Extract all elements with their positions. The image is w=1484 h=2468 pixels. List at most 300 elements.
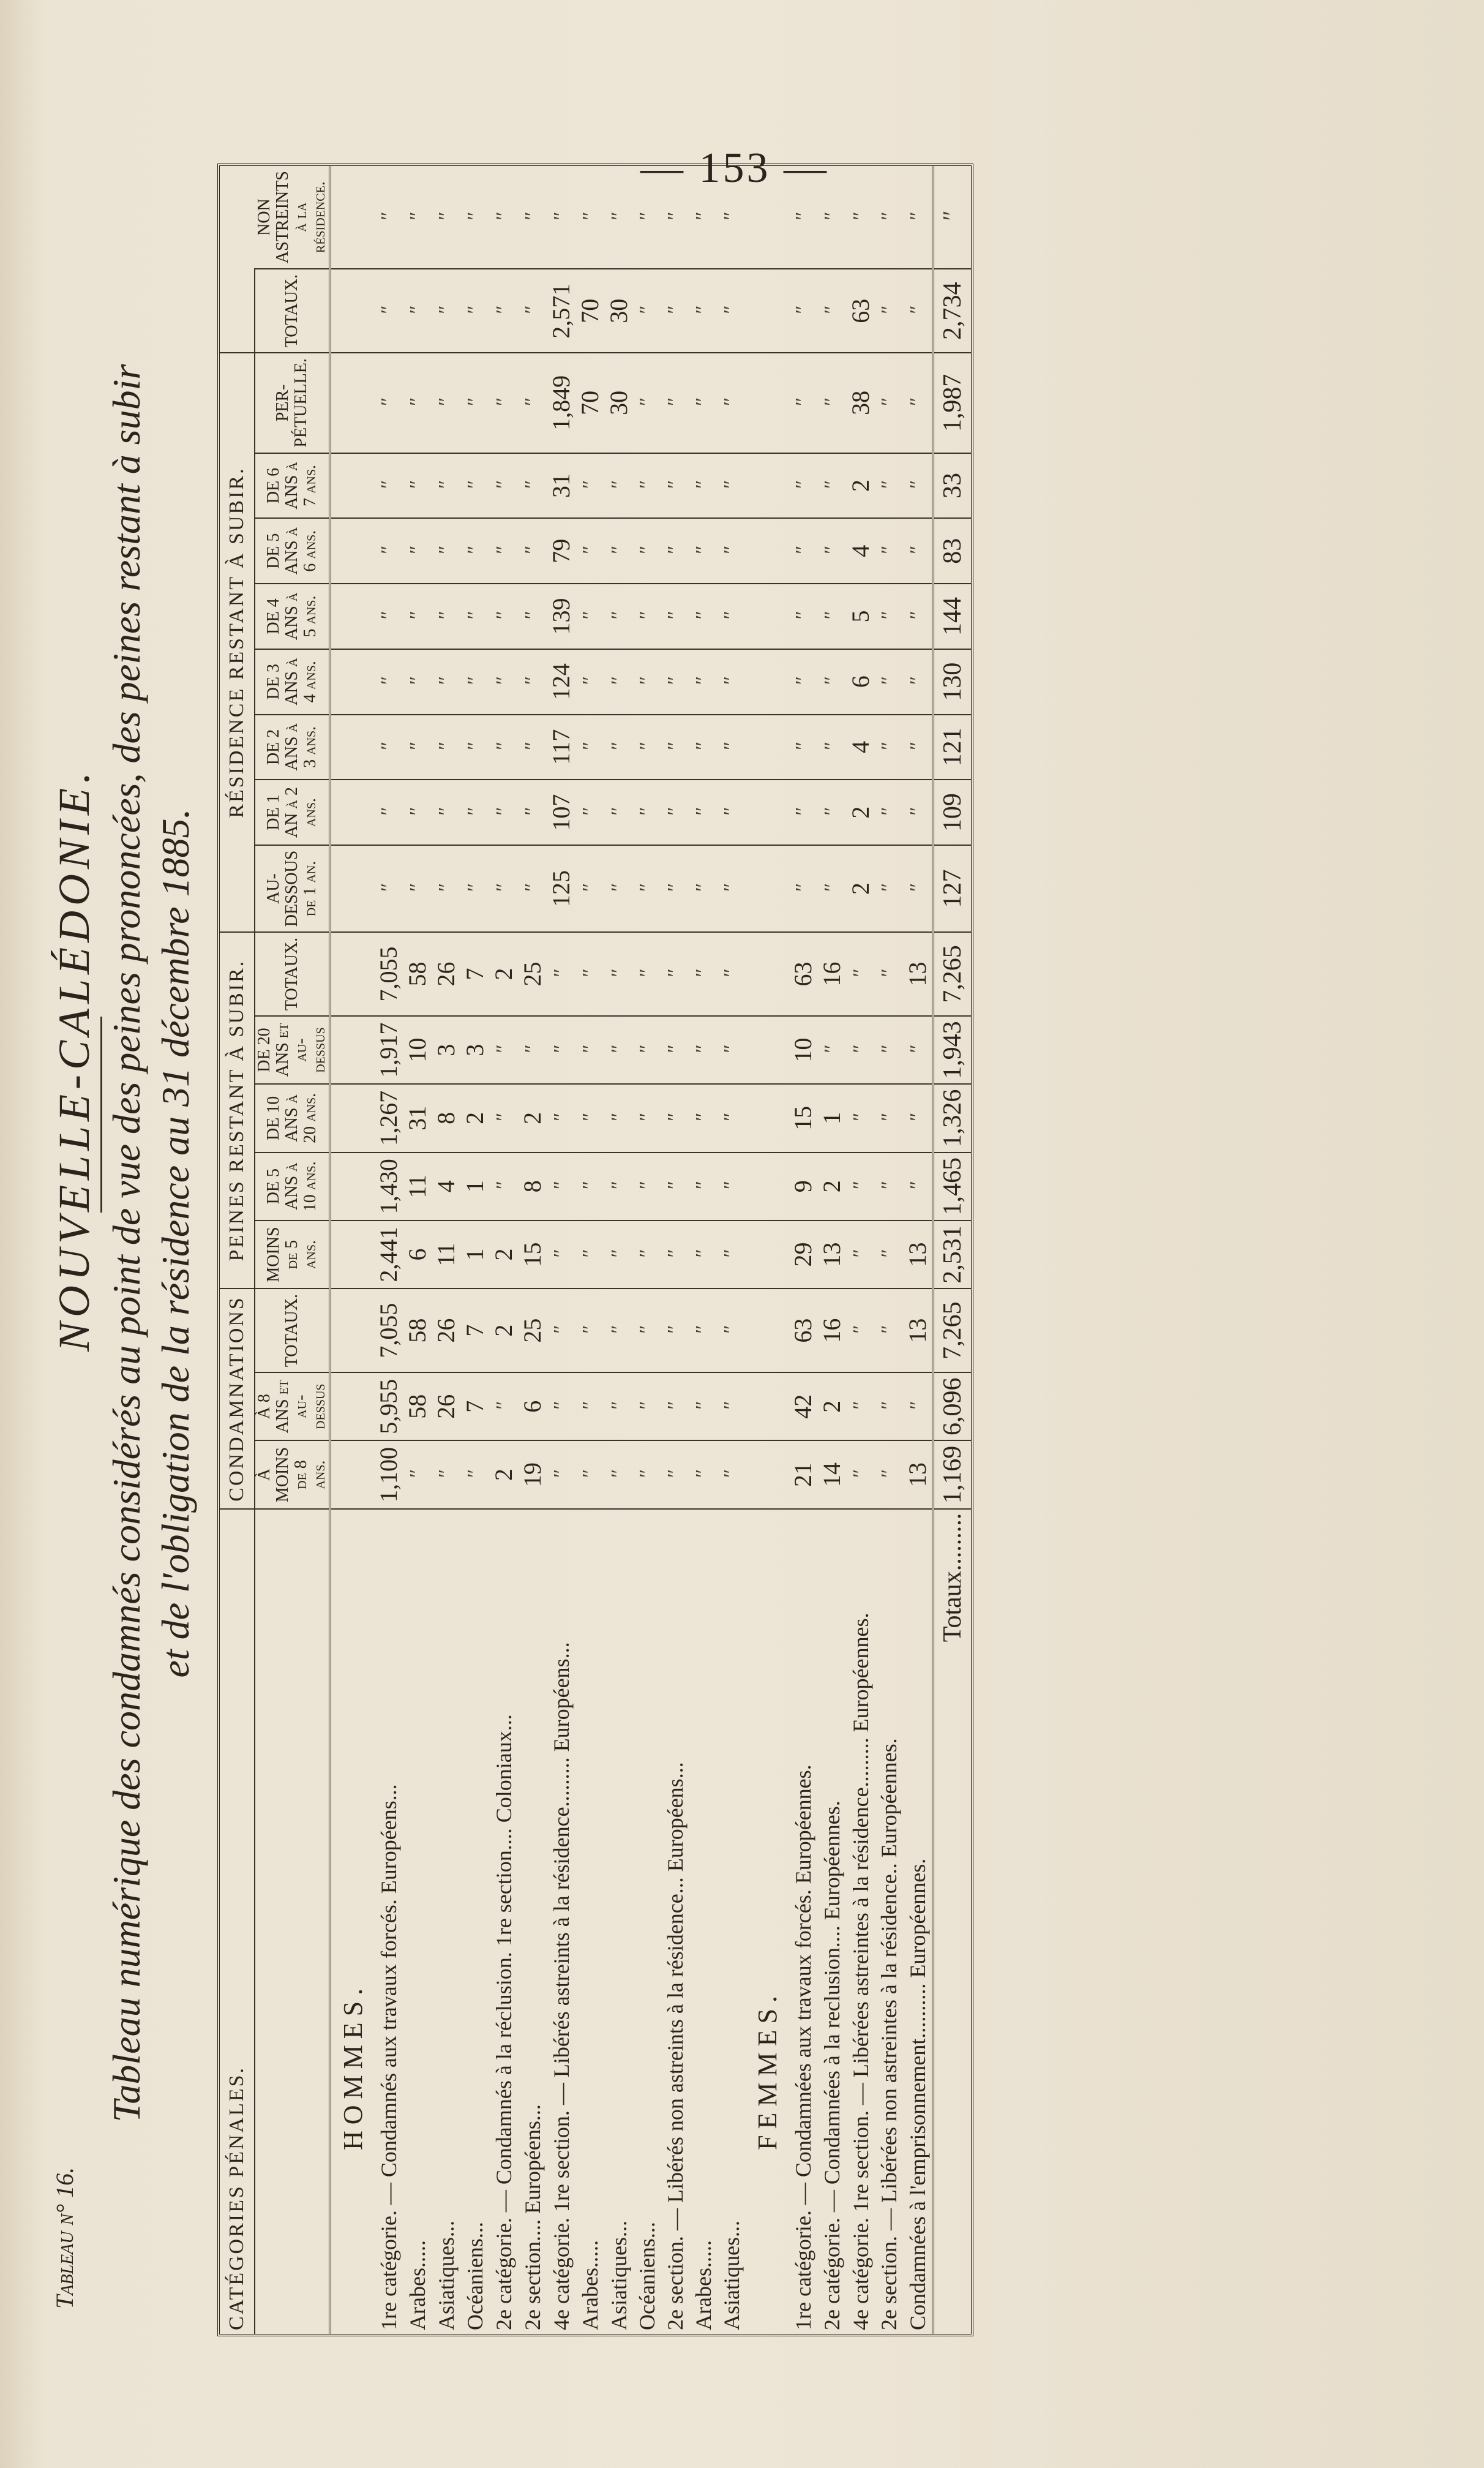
table-title-line-1: Tableau numérique des condamnés considérés au point de vue des peines prononcées, des peines restant à subir: [105, 364, 148, 2123]
value-cell: ″: [547, 1289, 575, 1372]
value-cell: ″: [633, 518, 661, 584]
value-cell: ″: [403, 269, 432, 353]
value-cell: ″: [718, 269, 746, 353]
value-cell: ″: [549, 213, 572, 222]
value-cell: ″: [604, 1016, 633, 1084]
value-cell: ″: [403, 649, 432, 715]
value-cell: ″: [575, 518, 604, 584]
value-cell: ″: [604, 453, 633, 519]
value-cell: ″: [718, 649, 746, 715]
value-cell: ″: [817, 649, 846, 715]
value-cell: 6: [518, 1372, 547, 1440]
empty-cell: [330, 1372, 374, 1440]
value-cell: ″: [607, 213, 630, 222]
total-cell: 1,987: [933, 353, 971, 453]
table-row: [432, 166, 460, 2334]
value-cell: ″: [604, 1372, 633, 1440]
value-cell: ″: [718, 518, 746, 584]
section-label: 1re section. — Libérées astreintes à la résidence.........: [848, 1732, 873, 2213]
origin-label: Arabes.....: [691, 2240, 716, 2330]
category-label: 2e catégorie. — Condamnés à la réclusion.: [491, 1946, 516, 2330]
statistics-table: [217, 164, 973, 2336]
value-cell: 58: [403, 932, 432, 1016]
value-cell: ″: [846, 1440, 875, 1508]
value-cell: ″: [489, 353, 518, 453]
empty-cell: [746, 1084, 789, 1152]
column-header: DE 20 ANS et au-dessus: [255, 1016, 330, 1084]
value-cell: 58: [403, 1289, 432, 1372]
column-header: DE 6 ANS à 7 ans.: [255, 453, 330, 519]
value-cell: ″: [403, 353, 432, 453]
value-cell: 1: [460, 1221, 489, 1289]
column-header: NON ASTREINTS à la résidence.: [255, 166, 330, 269]
value-cell: ″: [846, 1016, 875, 1084]
column-header: MOINS de 5 ans.: [255, 1221, 330, 1289]
empty-cell: [746, 780, 789, 845]
value-cell: ″: [689, 518, 718, 584]
value-cell: ″: [875, 715, 903, 780]
value-cell: ″: [633, 269, 661, 353]
value-cell: ″: [633, 353, 661, 453]
value-cell: ″: [875, 1016, 903, 1084]
value-cell: ″: [720, 213, 743, 222]
value-cell: ″: [817, 453, 846, 519]
total-cell: 7,265: [933, 932, 971, 1016]
value-cell: 1: [460, 1153, 489, 1221]
value-cell: ″: [520, 213, 544, 222]
value-cell: 3: [432, 1016, 460, 1084]
column-header: DE 2 ANS à 3 ans.: [255, 715, 330, 780]
value-cell: ″: [903, 845, 933, 932]
value-cell: ″: [633, 1372, 661, 1440]
value-cell: 7: [460, 1289, 489, 1372]
value-cell: ″: [633, 1084, 661, 1152]
value-cell: ″: [518, 780, 547, 845]
value-cell: 2: [489, 932, 518, 1016]
value-cell: 10: [789, 1016, 817, 1084]
table-title-line-2: et de l'obligation de la résidence au 31 décembre 1885.: [154, 808, 197, 1678]
column-header-category: [255, 1509, 330, 2334]
value-cell: ″: [403, 715, 432, 780]
empty-cell: [746, 453, 789, 519]
value-cell: 15: [789, 1084, 817, 1152]
table-row: [374, 166, 403, 2334]
total-cell: 130: [933, 649, 971, 715]
value-cell: 14: [817, 1440, 846, 1508]
value-cell: 125: [547, 845, 575, 932]
column-header: DE 1 AN à 2 ans.: [255, 780, 330, 845]
value-cell: 63: [846, 269, 875, 353]
value-cell: 1,849: [547, 353, 575, 453]
total-cell: 1,169: [933, 1440, 971, 1508]
value-cell: ″: [718, 1153, 746, 1221]
value-cell: 16: [817, 1289, 846, 1372]
value-cell: 2: [817, 1153, 846, 1221]
value-cell: ″: [374, 353, 403, 453]
value-cell: ″: [903, 1016, 933, 1084]
value-cell: ″: [604, 518, 633, 584]
value-cell: ″: [604, 584, 633, 649]
value-cell: ″: [689, 1289, 718, 1372]
value-cell: ″: [489, 780, 518, 845]
empty-cell: [746, 269, 789, 353]
column-header: À MOINS de 8 ans.: [255, 1440, 330, 1508]
value-cell: ″: [846, 1153, 875, 1221]
total-cell: 144: [933, 584, 971, 649]
value-cell: ″: [820, 213, 843, 222]
value-cell: ″: [903, 584, 933, 649]
value-cell: ″: [547, 1153, 575, 1221]
total-cell: 1,326: [933, 1084, 971, 1152]
row-label: [633, 1509, 661, 2334]
value-cell: 2: [846, 780, 875, 845]
value-cell: ″: [489, 1084, 518, 1152]
row-label: [604, 1509, 633, 2334]
value-cell: 1,917: [374, 1016, 403, 1084]
value-cell: 7: [460, 932, 489, 1016]
table-number: Tableau n° 16.: [51, 2167, 78, 2309]
value-cell: ″: [518, 1016, 547, 1084]
value-cell: ″: [403, 453, 432, 519]
value-cell: ″: [789, 845, 817, 932]
origin-label: Européennes.: [819, 1800, 844, 1921]
row-label: [432, 1509, 460, 2334]
category-label: 4e catégorie.: [549, 2212, 574, 2330]
value-cell: 30: [604, 269, 633, 353]
category-label: Condamnées à l'emprisonnement..........: [905, 1977, 930, 2330]
value-cell: ″: [460, 584, 489, 649]
section-label: 2e section....: [520, 2214, 545, 2330]
value-cell: ″: [875, 353, 903, 453]
women-section-title: FEMMES.: [746, 1509, 789, 2334]
value-cell: ″: [460, 649, 489, 715]
value-cell: ″: [432, 845, 460, 932]
value-cell: ″: [374, 453, 403, 519]
value-cell: ″: [633, 1440, 661, 1508]
value-cell: ″: [575, 845, 604, 932]
value-cell: ″: [718, 453, 746, 519]
total-cell: 6,096: [933, 1372, 971, 1440]
value-cell: 4: [846, 518, 875, 584]
title-rule: [100, 1017, 102, 1213]
value-cell: 15: [518, 1221, 547, 1289]
column-header: DE 5 ANS à 6 ans.: [255, 518, 330, 584]
empty-cell: [746, 1372, 789, 1440]
value-cell: ″: [374, 780, 403, 845]
value-cell: ″: [661, 1084, 689, 1152]
empty-cell: [330, 166, 374, 269]
value-cell: ″: [575, 584, 604, 649]
value-cell: ″: [661, 353, 689, 453]
empty-cell: [330, 1016, 374, 1084]
value-cell: ″: [661, 1153, 689, 1221]
value-cell: ″: [903, 1372, 933, 1440]
column-header: À 8 ANS et au-dessus: [255, 1372, 330, 1440]
value-cell: ″: [903, 453, 933, 519]
value-cell: ″: [846, 1289, 875, 1372]
empty-cell: [330, 649, 374, 715]
value-cell: ″: [575, 715, 604, 780]
value-cell: ″: [877, 213, 900, 222]
value-cell: ″: [432, 269, 460, 353]
value-cell: 6: [403, 1221, 432, 1289]
value-cell: 10: [403, 1016, 432, 1084]
value-cell: ″: [661, 1016, 689, 1084]
value-cell: ″: [817, 353, 846, 453]
value-cell: ″: [718, 1016, 746, 1084]
value-cell: 70: [575, 353, 604, 453]
value-cell: ″: [718, 715, 746, 780]
empty-cell: [746, 1440, 789, 1508]
value-cell: ″: [575, 1372, 604, 1440]
value-cell: ″: [875, 1289, 903, 1372]
value-cell: ″: [489, 269, 518, 353]
value-cell: 25: [518, 932, 547, 1016]
value-cell: ″: [575, 453, 604, 519]
section-label: 2e section. — Libérés non astreints à la résidence...: [663, 1872, 688, 2330]
value-cell: ″: [817, 1016, 846, 1084]
value-cell: ″: [817, 845, 846, 932]
category-label: 1re catégorie. — Condamnées aux travaux forcés.: [790, 1884, 815, 2330]
value-cell: ″: [374, 715, 403, 780]
group-header-categories: CATÉGORIES PÉNALES.: [220, 1509, 255, 2334]
value-cell: 13: [903, 1440, 933, 1508]
total-cell: 83: [933, 518, 971, 584]
column-header: DE 5 ANS à 10 ans.: [255, 1153, 330, 1221]
value-cell: 5,955: [374, 1372, 403, 1440]
value-cell: ″: [489, 1372, 518, 1440]
value-cell: ″: [460, 269, 489, 353]
row-label: [718, 1509, 746, 2334]
value-cell: ″: [547, 1016, 575, 1084]
table-row: [846, 166, 875, 2334]
women-section-title-row: [746, 166, 789, 2334]
value-cell: 2,571: [547, 269, 575, 353]
value-cell: ″: [518, 649, 547, 715]
value-cell: ″: [489, 649, 518, 715]
value-cell: 11: [403, 1153, 432, 1221]
value-cell: ″: [489, 518, 518, 584]
column-header: TOTAUX.: [255, 1289, 330, 1372]
origin-label: Océaniens...: [635, 2222, 659, 2330]
total-cell: ″: [933, 166, 971, 269]
value-cell: ″: [575, 649, 604, 715]
value-cell: 1,430: [374, 1153, 403, 1221]
value-cell: ″: [547, 1084, 575, 1152]
value-cell: ″: [718, 1084, 746, 1152]
table-row: [789, 166, 817, 2334]
empty-cell: [746, 1289, 789, 1372]
value-cell: 42: [789, 1372, 817, 1440]
value-cell: 107: [547, 780, 575, 845]
empty-cell: [330, 353, 374, 453]
value-cell: ″: [661, 1372, 689, 1440]
row-label: [460, 1509, 489, 2334]
value-cell: ″: [718, 932, 746, 1016]
value-cell: 30: [604, 353, 633, 453]
value-cell: ″: [374, 845, 403, 932]
value-cell: ″: [578, 213, 601, 222]
value-cell: ″: [575, 1440, 604, 1508]
value-cell: ″: [789, 518, 817, 584]
empty-cell: [746, 1153, 789, 1221]
value-cell: ″: [547, 1372, 575, 1440]
table-row: [604, 166, 633, 2334]
value-cell: ″: [718, 1372, 746, 1440]
origin-label: Asiatiques...: [606, 2221, 631, 2330]
value-cell: ″: [633, 715, 661, 780]
empty-cell: [746, 715, 789, 780]
value-cell: 4: [846, 715, 875, 780]
row-label: [903, 1509, 933, 2334]
value-cell: ″: [903, 1153, 933, 1221]
value-cell: ″: [661, 649, 689, 715]
value-cell: ″: [633, 932, 661, 1016]
table-row: [460, 166, 489, 2334]
section-label: 1re section. — Libérés astreints à la résidence.........: [549, 1751, 574, 2213]
value-cell: ″: [817, 269, 846, 353]
value-cell: ″: [661, 1289, 689, 1372]
value-cell: 58: [403, 1372, 432, 1440]
total-cell: 2,734: [933, 269, 971, 353]
table-row: [661, 166, 689, 2334]
value-cell: ″: [575, 780, 604, 845]
value-cell: ″: [547, 1440, 575, 1508]
value-cell: ″: [518, 518, 547, 584]
origin-label: Européennes.: [790, 1764, 815, 1884]
empty-cell: [330, 1221, 374, 1289]
empty-cell: [746, 166, 789, 269]
value-cell: ″: [489, 453, 518, 519]
value-cell: ″: [604, 780, 633, 845]
value-cell: 16: [817, 932, 846, 1016]
empty-cell: [330, 845, 374, 932]
origin-label: Européens...: [376, 1784, 401, 1894]
value-cell: ″: [689, 715, 718, 780]
value-cell: ″: [460, 518, 489, 584]
value-cell: ″: [489, 715, 518, 780]
value-cell: ″: [875, 1153, 903, 1221]
value-cell: ″: [489, 1153, 518, 1221]
value-cell: ″: [846, 1372, 875, 1440]
value-cell: 3: [460, 1016, 489, 1084]
value-cell: 7,055: [374, 1289, 403, 1372]
value-cell: ″: [846, 1084, 875, 1152]
value-cell: ″: [489, 845, 518, 932]
value-cell: ″: [875, 932, 903, 1016]
value-cell: 1,267: [374, 1084, 403, 1152]
table-row: [489, 166, 518, 2334]
value-cell: 70: [575, 269, 604, 353]
empty-cell: [330, 1153, 374, 1221]
value-cell: ″: [875, 649, 903, 715]
value-cell: ″: [432, 353, 460, 453]
value-cell: ″: [460, 453, 489, 519]
value-cell: ″: [403, 780, 432, 845]
value-cell: ″: [789, 269, 817, 353]
value-cell: ″: [903, 649, 933, 715]
value-cell: 8: [432, 1084, 460, 1152]
value-cell: ″: [875, 780, 903, 845]
row-label: [846, 1509, 875, 2334]
value-cell: ″: [875, 1084, 903, 1152]
value-cell: 13: [817, 1221, 846, 1289]
column-header: DE 3 ANS à 4 ans.: [255, 649, 330, 715]
table-row: [903, 166, 933, 2334]
value-cell: ″: [547, 932, 575, 1016]
row-label: [575, 1509, 604, 2334]
row-label: [789, 1509, 817, 2334]
value-cell: ″: [661, 518, 689, 584]
value-cell: ″: [817, 780, 846, 845]
value-cell: ″: [789, 715, 817, 780]
value-cell: ″: [718, 584, 746, 649]
value-cell: ″: [661, 932, 689, 1016]
value-cell: ″: [718, 780, 746, 845]
value-cell: ″: [689, 649, 718, 715]
row-label: [374, 1509, 403, 2334]
value-cell: 5: [846, 584, 875, 649]
value-cell: 63: [789, 932, 817, 1016]
total-cell: 2,531: [933, 1221, 971, 1289]
value-cell: 31: [547, 453, 575, 519]
group-header-row: [220, 166, 255, 2334]
empty-cell: [746, 584, 789, 649]
value-cell: 25: [518, 1289, 547, 1372]
value-cell: 2: [817, 1372, 846, 1440]
value-cell: 2: [460, 1084, 489, 1152]
empty-cell: [746, 1016, 789, 1084]
value-cell: ″: [492, 213, 515, 222]
empty-cell: [746, 845, 789, 932]
value-cell: ″: [789, 453, 817, 519]
value-cell: ″: [633, 780, 661, 845]
value-cell: ″: [635, 213, 658, 222]
value-cell: ″: [432, 453, 460, 519]
men-section-title: HOMMES.: [330, 1509, 374, 2334]
value-cell: ″: [689, 269, 718, 353]
value-cell: ″: [575, 1153, 604, 1221]
column-header: DE 4 ANS à 5 ans.: [255, 584, 330, 649]
value-cell: ″: [661, 584, 689, 649]
value-cell: ″: [463, 213, 486, 222]
value-cell: ″: [604, 932, 633, 1016]
value-cell: ″: [604, 845, 633, 932]
value-cell: ″: [604, 649, 633, 715]
table-row: [633, 166, 661, 2334]
value-cell: 2: [489, 1289, 518, 1372]
column-header: TOTAUX.: [255, 269, 330, 353]
value-cell: ″: [903, 1084, 933, 1152]
value-cell: ″: [846, 1221, 875, 1289]
value-cell: ″: [875, 453, 903, 519]
totals-row: [933, 166, 971, 2334]
value-cell: ″: [689, 1084, 718, 1152]
empty-cell: [746, 353, 789, 453]
value-cell: ″: [875, 845, 903, 932]
value-cell: ″: [661, 1440, 689, 1508]
group-header-non-astreints: [220, 269, 255, 353]
value-cell: ″: [689, 584, 718, 649]
value-cell: 31: [403, 1084, 432, 1152]
value-cell: ″: [432, 780, 460, 845]
origin-label: Océaniens...: [462, 2222, 487, 2330]
value-cell: ″: [903, 353, 933, 453]
value-cell: ″: [374, 584, 403, 649]
section-label: 1re section....: [491, 1823, 516, 1947]
value-cell: ″: [518, 353, 547, 453]
men-section-title-row: [330, 166, 374, 2334]
